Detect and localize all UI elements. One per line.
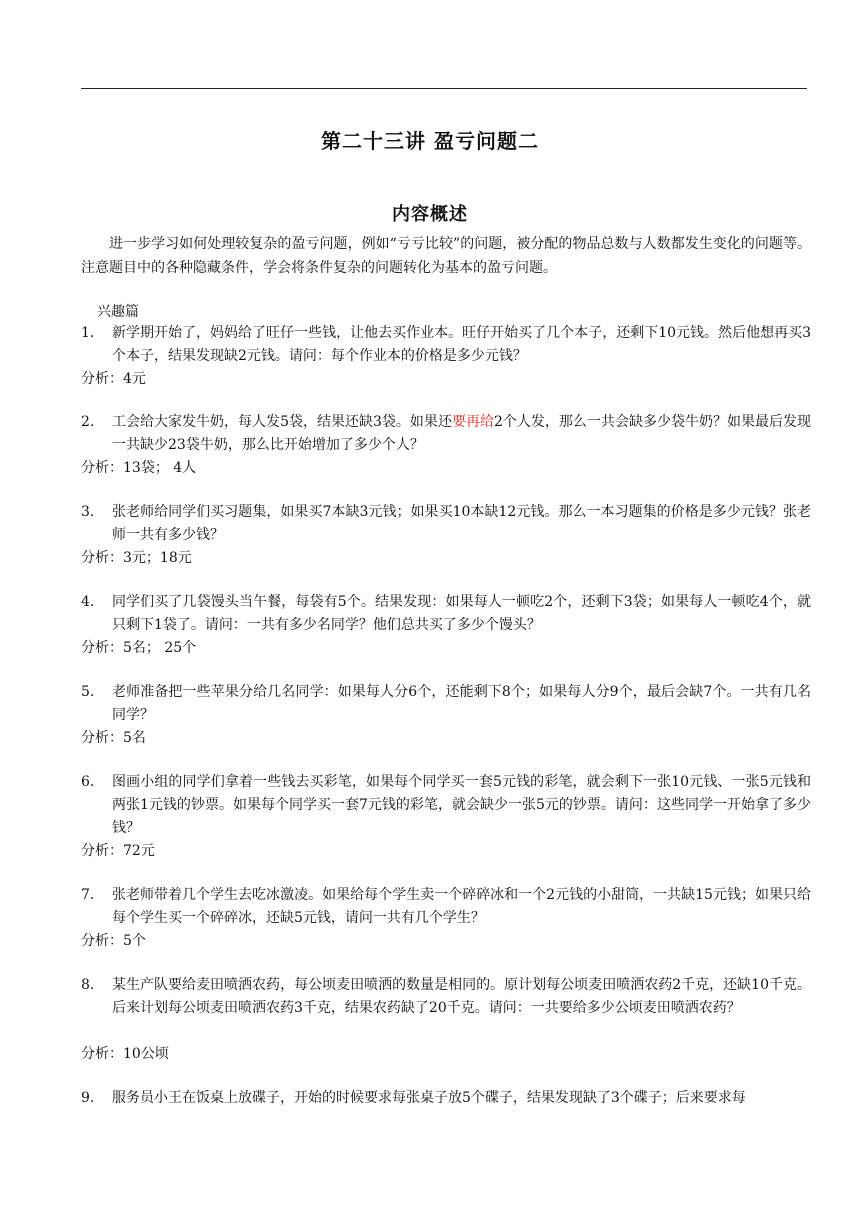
question-text-part: 工会给大家发牛奶，每人发5袋，结果还缺3袋。如果还 (112, 414, 452, 430)
question-6 (81, 771, 811, 840)
highlighted-text: 要再给 (451, 414, 494, 430)
answer-1: 分析：4元 (81, 371, 146, 387)
question-number: 6. (81, 774, 95, 790)
question-number: 2. (81, 414, 95, 430)
question-5 (81, 681, 811, 727)
answer-5: 分析：5名 (81, 730, 146, 746)
question-2 (81, 411, 811, 457)
question-text: 新学期开始了，妈妈给了旺仔一些钱，让他去买作业本。旺仔开始买了几个本子，还剩下10元钱。然后他想再买3个本子，结果发现缺2元钱。请问：每个作业本的价格是多少元钱？ (112, 325, 811, 364)
question-number: 1. (81, 325, 95, 341)
question-text (112, 411, 811, 457)
question-text: 服务员小王在饭桌上放碟子，开始的时候要求每张桌子放5个碟子，结果发现缺了3个碟子；后来要求每 (112, 1090, 746, 1106)
question-text: 图画小组的同学们拿着一些钱去买彩笔，如果每个同学买一套5元钱的彩笔，就会剩下一张10元钱、一张5元钱和两张1元钱的钞票。如果每个同学买一套7元钱的彩笔，就会缺少一张5元的钞票。请问：这些同学一开始拿了多少钱？ (112, 774, 811, 836)
question-number: 8. (81, 977, 95, 993)
question-text: 张老师带着几个学生去吃冰激凌。如果给每个学生卖一个碎碎冰和一个2元钱的小甜筒，一共缺15元钱；如果只给每个学生买一个碎碎冰，还缺5元钱，请问一共有几个学生？ (112, 887, 811, 926)
question-number: 4. (81, 594, 95, 610)
question-number: 3. (81, 504, 95, 520)
question-text: 同学们买了几袋馒头当午餐，每袋有5个。结果发现：如果每人一顿吃2个，还剩下3袋；如果每人一顿吃4个，就只剩下1袋了。请问：一共有多少名同学？他们总共买了多少个馒头？ (112, 594, 811, 633)
question-number: 5. (81, 684, 95, 700)
answer-4: 分析：5名； 25个 (81, 640, 197, 656)
question-4 (81, 591, 811, 637)
question-text: 某生产队要给麦田喷洒农药，每公顷麦田喷洒的数量是相同的。原计划每公顷麦田喷洒农药2千克，还缺10千克。后来计划每公顷麦田喷洒农药3千克，结果农药缺了20千克。请问：一共要给多少公顷麦田喷洒农药？ (112, 977, 811, 1016)
question-8 (81, 974, 811, 1020)
question-text: 张老师给同学们买习题集，如果买7本缺3元钱；如果买10本缺12元钱。那么一本习题集的价格是多少元钱？张老师一共有多少钱？ (112, 504, 811, 543)
answer-8: 分析：10公顷 (81, 1046, 169, 1062)
question-number: 9. (81, 1090, 95, 1106)
answer-2: 分析：13袋； 4人 (81, 460, 197, 476)
question-text-part: 2个人发，那么一共会缺多少袋牛奶？如果最后发现一共缺少23袋牛奶，那么比开始增加了多少个人？ (112, 414, 812, 453)
question-1 (81, 322, 811, 368)
question-7 (81, 884, 811, 930)
section-heading: 内容概述 (392, 204, 468, 225)
question-text: 老师准备把一些苹果分给几名同学：如果每人分6个，还能剩下8个；如果每人分9个，最后会缺7个。一共有几名同学？ (112, 684, 811, 723)
answer-6: 分析：72元 (81, 843, 155, 859)
header-rule (81, 88, 807, 89)
question-9 (81, 1087, 811, 1110)
page-title: 第二十三讲 盈亏问题二 (321, 129, 539, 153)
answer-3: 分析：3元；18元 (81, 550, 192, 566)
question-3 (81, 501, 811, 547)
section-label: 兴趣篇 (97, 304, 139, 320)
answer-7: 分析：5个 (81, 933, 146, 949)
question-number: 7. (81, 887, 95, 903)
intro-paragraph: 进一步学习如何处理较复杂的盈亏问题，例如“亏亏比较”的问题，被分配的物品总数与人数都发生变化的问题等。注意题目中的各种隐藏条件，学会将条件复杂的问题转化为基本的盈亏问题。 (81, 236, 811, 276)
